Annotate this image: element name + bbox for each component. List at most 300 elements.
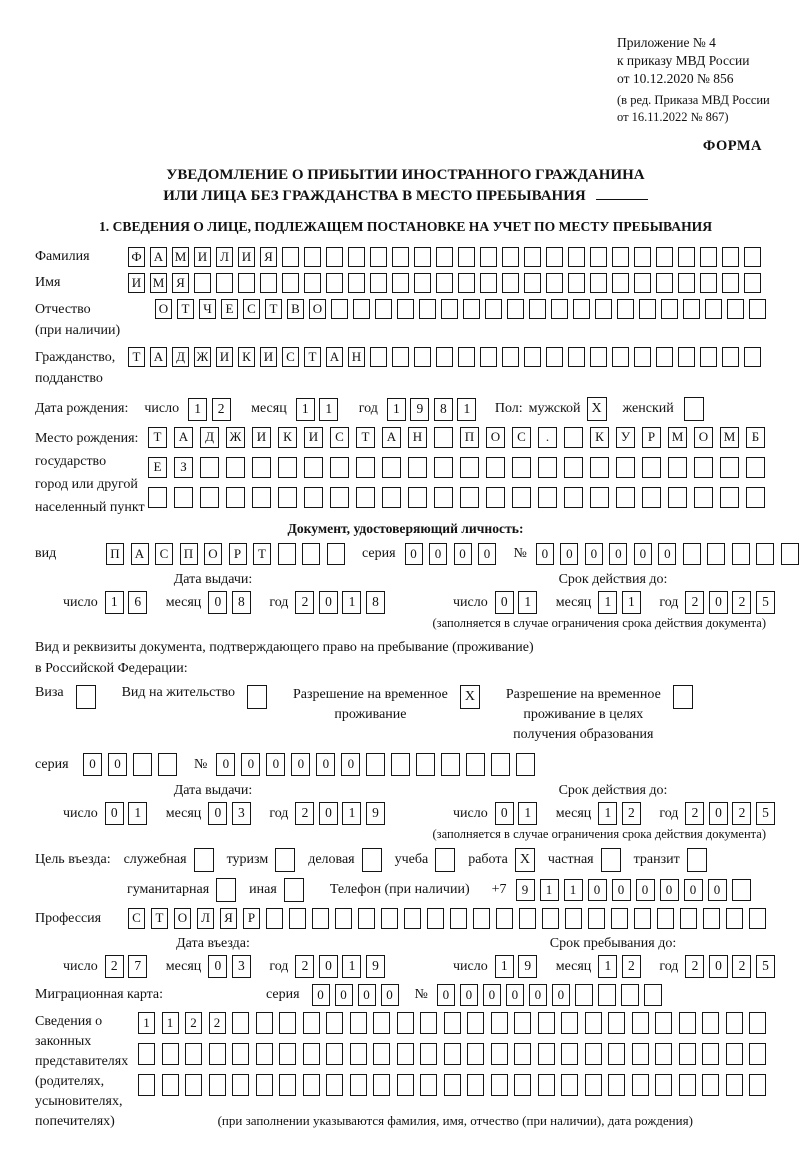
char-box <box>700 273 717 293</box>
char-box: 1 <box>540 879 559 901</box>
permit-series-row <box>35 753 776 776</box>
char-box: 0 <box>495 802 514 825</box>
char-box: 2 <box>209 1012 226 1034</box>
char-box: 1 <box>564 879 583 901</box>
doc-valid-date <box>407 571 779 614</box>
char-box: 0 <box>316 753 335 776</box>
char-box: 1 <box>457 398 476 421</box>
char-box: Л <box>197 908 214 929</box>
char-box: Я <box>260 247 277 267</box>
char-box <box>326 1074 343 1096</box>
identity-doc-heading: Документ, удостоверяющий личность: <box>287 521 524 536</box>
day-label: число <box>453 805 488 821</box>
char-box <box>138 1074 155 1096</box>
char-box: 0 <box>634 543 652 565</box>
citizenship-boxes <box>128 347 766 367</box>
birth-place-label-line2: государство <box>35 454 107 469</box>
char-box: М <box>150 273 167 293</box>
char-box: 2 <box>185 1012 202 1034</box>
month-label: месяц <box>555 594 592 610</box>
permit-valid-month-boxes <box>598 802 645 825</box>
phone-prefix: +7 <box>491 882 507 897</box>
day-label: число <box>63 594 98 610</box>
char-box <box>226 487 245 508</box>
char-box: 0 <box>429 543 447 565</box>
char-box <box>289 908 306 929</box>
char-box <box>564 487 583 508</box>
char-box <box>397 1012 414 1034</box>
char-box <box>588 908 605 929</box>
doc-series-boxes <box>405 543 503 565</box>
permit-valid-day-boxes <box>495 802 542 825</box>
year-label: год <box>358 401 378 416</box>
residence-permit-option <box>122 685 267 709</box>
birth-place-label-line3: город или другой <box>35 477 138 492</box>
char-box: 0 <box>291 753 310 776</box>
char-box <box>419 299 436 319</box>
visa-label: Виза <box>35 685 64 700</box>
stay-day-boxes <box>495 955 542 978</box>
char-box <box>256 1012 273 1034</box>
char-box: 1 <box>138 1012 155 1034</box>
char-box <box>408 487 427 508</box>
char-box <box>608 1074 625 1096</box>
char-box: 0 <box>358 984 376 1006</box>
char-box <box>486 457 505 478</box>
temp-residence-label <box>293 685 448 725</box>
birth-day-boxes <box>188 398 235 421</box>
month-label: месяц <box>165 958 202 974</box>
doc-type-row <box>35 543 776 565</box>
char-box <box>565 908 582 929</box>
char-box: 2 <box>685 591 704 614</box>
char-box: Ч <box>199 299 216 319</box>
char-box <box>416 753 435 776</box>
option-checkbox: X <box>515 848 535 872</box>
char-box: А <box>382 427 401 448</box>
char-box <box>749 1074 766 1096</box>
char-box: 0 <box>585 543 603 565</box>
gender-female-label: женский <box>622 401 674 416</box>
char-box <box>514 1074 531 1096</box>
gender-male-checkbox: X <box>587 397 607 421</box>
char-box: 0 <box>381 984 399 1006</box>
edu-residence-label-line1: Разрешение на временное <box>505 687 661 702</box>
char-box: 0 <box>83 753 102 776</box>
char-box: А <box>150 347 167 367</box>
char-box: Л <box>216 247 233 267</box>
option-label: частная <box>547 852 594 867</box>
doc-validity-note: (заполняется в случае ограничения срока действия документа) <box>432 616 766 630</box>
form-title-line-1: УВЕДОМЛЕНИЕ О ПРИБЫТИИ ИНОСТРАННОГО ГРАЖДАНИНА <box>166 167 645 183</box>
char-box <box>722 247 739 267</box>
char-box <box>278 543 296 565</box>
char-box <box>507 299 524 319</box>
option-label: иная <box>249 882 277 897</box>
char-box <box>133 753 152 776</box>
char-box <box>397 1043 414 1065</box>
char-box <box>278 457 297 478</box>
char-box <box>678 273 695 293</box>
char-box <box>657 908 674 929</box>
char-box <box>756 543 774 565</box>
char-box <box>441 753 460 776</box>
char-box <box>194 273 211 293</box>
char-box <box>348 247 365 267</box>
char-box: Б <box>746 427 765 448</box>
char-box: Е <box>148 457 167 478</box>
char-box <box>590 273 607 293</box>
char-box: К <box>278 427 297 448</box>
entry-purpose-row-2 <box>35 878 776 902</box>
permit-valid-date <box>407 782 779 825</box>
char-box: 0 <box>108 753 127 776</box>
char-box <box>621 984 639 1006</box>
citizenship-row <box>35 347 776 389</box>
char-box: 0 <box>483 984 501 1006</box>
char-box <box>209 1043 226 1065</box>
char-box: 9 <box>366 802 385 825</box>
char-box: 0 <box>506 984 524 1006</box>
char-box <box>185 1043 202 1065</box>
char-box <box>473 908 490 929</box>
char-box: М <box>720 427 739 448</box>
char-box <box>661 299 678 319</box>
birth-date-label: Дата рождения: <box>35 401 129 416</box>
citizenship-label-line2: подданство <box>35 371 103 386</box>
char-box <box>656 247 673 267</box>
birth-place-block <box>35 427 776 519</box>
day-label: число <box>63 805 98 821</box>
char-box <box>744 247 761 267</box>
char-box: 2 <box>622 955 641 978</box>
char-box <box>282 247 299 267</box>
char-box: Т <box>148 427 167 448</box>
char-box: 0 <box>636 879 655 901</box>
char-box <box>458 273 475 293</box>
char-box <box>200 457 219 478</box>
char-box: . <box>538 427 557 448</box>
char-box: И <box>238 247 255 267</box>
header-line-1: Приложение № 4 <box>617 35 716 50</box>
edu-residence-label-line2: проживание в целях <box>523 707 644 722</box>
char-box <box>326 273 343 293</box>
char-box <box>434 457 453 478</box>
char-box <box>304 273 321 293</box>
char-box <box>467 1074 484 1096</box>
char-box <box>256 1074 273 1096</box>
permit-intro-line1: Вид и реквизиты документа, подтверждающего право на пребывание (проживание) <box>35 640 534 655</box>
char-box: 8 <box>434 398 453 421</box>
char-box <box>303 1043 320 1065</box>
char-box <box>632 1043 649 1065</box>
char-box: 1 <box>296 398 315 421</box>
char-box <box>617 299 634 319</box>
char-box <box>436 347 453 367</box>
profession-row <box>35 908 776 929</box>
char-box: 8 <box>366 591 385 614</box>
char-box <box>420 1074 437 1096</box>
char-box: 1 <box>598 591 617 614</box>
char-box <box>278 487 297 508</box>
char-box: 1 <box>598 802 617 825</box>
char-box <box>564 457 583 478</box>
char-box: 9 <box>410 398 429 421</box>
permit-issue-year-boxes <box>295 802 389 825</box>
char-box: 0 <box>216 753 235 776</box>
char-box <box>561 1043 578 1065</box>
char-box: 0 <box>709 955 728 978</box>
char-box <box>303 1012 320 1034</box>
char-box: Т <box>128 347 145 367</box>
char-box: 1 <box>518 802 537 825</box>
char-box <box>444 1074 461 1096</box>
stay-until-title: Срок пребывания до: <box>549 936 677 951</box>
doc-issue-date <box>35 571 407 614</box>
char-box: 0 <box>105 802 124 825</box>
char-box <box>700 247 717 267</box>
char-box <box>331 299 348 319</box>
char-box <box>595 299 612 319</box>
char-box <box>516 753 535 776</box>
char-box <box>373 1043 390 1065</box>
representatives-block <box>35 1012 776 1132</box>
char-box <box>720 487 739 508</box>
forma-label: ФОРМА <box>702 138 762 154</box>
char-box <box>616 457 635 478</box>
char-box <box>392 347 409 367</box>
option-checkbox <box>194 848 214 872</box>
char-box: М <box>172 247 189 267</box>
permit-valid-year-boxes <box>685 802 779 825</box>
char-box <box>568 347 585 367</box>
char-box <box>348 273 365 293</box>
day-label: число <box>453 958 488 974</box>
char-box <box>420 1043 437 1065</box>
char-box <box>436 273 453 293</box>
char-box <box>575 984 593 1006</box>
char-box: Т <box>356 427 375 448</box>
char-box <box>634 273 651 293</box>
char-box <box>382 457 401 478</box>
char-box: А <box>326 347 343 367</box>
month-label: месяц <box>165 594 202 610</box>
representatives-label <box>35 1012 138 1132</box>
char-box <box>185 1074 202 1096</box>
char-box: 0 <box>552 984 570 1006</box>
char-box: 2 <box>685 955 704 978</box>
char-box: О <box>694 427 713 448</box>
char-box <box>373 1012 390 1034</box>
char-box <box>705 299 722 319</box>
char-box <box>216 273 233 293</box>
migration-series-label: серия <box>266 987 300 1002</box>
char-box <box>538 487 557 508</box>
migration-number-boxes <box>437 984 667 1006</box>
representatives-row3 <box>138 1074 773 1096</box>
birth-place-row1 <box>148 427 772 448</box>
char-box: К <box>238 347 255 367</box>
char-box <box>326 1043 343 1065</box>
representatives-row1 <box>138 1012 773 1034</box>
char-box: 2 <box>622 802 641 825</box>
char-box <box>634 347 651 367</box>
gender-label: Пол: <box>494 401 523 416</box>
char-box <box>460 487 479 508</box>
char-box <box>480 273 497 293</box>
char-box <box>514 1012 531 1034</box>
char-box <box>467 1043 484 1065</box>
entry-purpose-options <box>111 848 707 872</box>
char-box: Р <box>642 427 661 448</box>
char-box: 5 <box>756 802 775 825</box>
char-box <box>573 299 590 319</box>
profession-label: Профессия <box>35 910 102 926</box>
name-label: Имя <box>35 275 61 290</box>
char-box: М <box>668 427 687 448</box>
char-box <box>330 457 349 478</box>
char-box <box>702 1043 719 1065</box>
char-box <box>694 457 713 478</box>
temp-residence-option <box>293 685 480 725</box>
day-label: число <box>144 401 180 416</box>
char-box: 0 <box>208 955 227 978</box>
gender-male-label: мужской <box>528 401 581 416</box>
char-box: 0 <box>684 879 703 901</box>
char-box: Т <box>304 347 321 367</box>
char-box: 0 <box>709 802 728 825</box>
char-box <box>612 347 629 367</box>
char-box <box>608 1043 625 1065</box>
char-box <box>568 247 585 267</box>
form-title <box>35 165 776 207</box>
char-box <box>366 753 385 776</box>
char-box <box>679 1074 696 1096</box>
char-box: Я <box>172 273 189 293</box>
char-box <box>642 457 661 478</box>
char-box: А <box>131 543 149 565</box>
char-box: 0 <box>495 591 514 614</box>
doc-dates <box>35 571 776 614</box>
birth-month-boxes <box>296 398 343 421</box>
char-box <box>546 273 563 293</box>
char-box <box>326 247 343 267</box>
month-label: месяц <box>555 958 592 974</box>
char-box <box>749 908 766 929</box>
char-box: С <box>330 427 349 448</box>
char-box: 9 <box>516 879 535 901</box>
permit-validity-note: (заполняется в случае ограничения срока действия документа) <box>432 827 766 841</box>
char-box <box>632 1012 649 1034</box>
patronymic-label-line1: Отчество <box>35 302 91 317</box>
char-box: С <box>512 427 531 448</box>
char-box <box>644 984 662 1006</box>
char-box: Я <box>220 908 237 929</box>
char-box <box>561 1074 578 1096</box>
char-box: 0 <box>612 879 631 901</box>
char-box <box>679 1043 696 1065</box>
stay-year-boxes <box>685 955 779 978</box>
char-box <box>707 543 725 565</box>
char-box <box>749 1012 766 1034</box>
char-box <box>656 347 673 367</box>
doc-issue-year-boxes <box>295 591 389 614</box>
char-box <box>538 1012 555 1034</box>
permit-issue-day-boxes <box>105 802 152 825</box>
permit-issue-date <box>35 782 407 825</box>
char-box: В <box>287 299 304 319</box>
char-box <box>441 299 458 319</box>
char-box: И <box>128 273 145 293</box>
birth-place-label-line1: Место рождения: <box>35 431 139 446</box>
char-box: 1 <box>162 1012 179 1034</box>
birth-place-row2 <box>148 457 772 478</box>
visa-option <box>35 685 96 709</box>
char-box <box>158 753 177 776</box>
char-box: П <box>460 427 479 448</box>
char-box <box>642 487 661 508</box>
char-box: 0 <box>312 984 330 1006</box>
char-box <box>590 487 609 508</box>
char-box <box>726 1012 743 1034</box>
char-box <box>232 1043 249 1065</box>
temp-residence-label-line2: проживание <box>334 707 407 722</box>
patronymic-label <box>35 299 155 341</box>
permit-options <box>35 685 776 745</box>
char-box <box>726 908 743 929</box>
char-box <box>200 487 219 508</box>
doc-number-label: № <box>513 546 527 561</box>
residence-permit-label: Вид на жительство <box>121 685 235 700</box>
patronymic-boxes <box>155 299 771 319</box>
permit-number-boxes <box>216 753 541 776</box>
char-box: С <box>243 299 260 319</box>
char-box <box>538 457 557 478</box>
char-box <box>608 1012 625 1034</box>
char-box: И <box>260 347 277 367</box>
char-box: 2 <box>105 955 124 978</box>
name-row <box>35 273 776 293</box>
patronymic-row <box>35 299 776 341</box>
char-box <box>744 273 761 293</box>
doc-valid-month-boxes <box>598 591 645 614</box>
doc-issue-day-boxes <box>105 591 152 614</box>
char-box: 2 <box>685 802 704 825</box>
doc-valid-day-boxes <box>495 591 542 614</box>
form-title-line-2 <box>35 186 776 207</box>
birth-place-boxes <box>148 427 772 517</box>
header-line-4: (в ред. Приказа МВД России <box>617 93 770 107</box>
citizenship-label <box>35 347 128 389</box>
char-box <box>370 273 387 293</box>
char-box: У <box>616 427 635 448</box>
char-box <box>486 487 505 508</box>
char-box: 9 <box>518 955 537 978</box>
char-box <box>414 347 431 367</box>
char-box <box>590 457 609 478</box>
entry-dates <box>35 935 776 978</box>
char-box <box>590 247 607 267</box>
doc-series-label: серия <box>362 546 396 561</box>
day-label: число <box>453 594 488 610</box>
char-box <box>404 908 421 929</box>
char-box: 5 <box>756 591 775 614</box>
char-box <box>749 299 766 319</box>
char-box <box>397 1074 414 1096</box>
char-box: 0 <box>708 879 727 901</box>
representatives-label-line3: представителях <box>35 1054 129 1069</box>
char-box: Н <box>348 347 365 367</box>
